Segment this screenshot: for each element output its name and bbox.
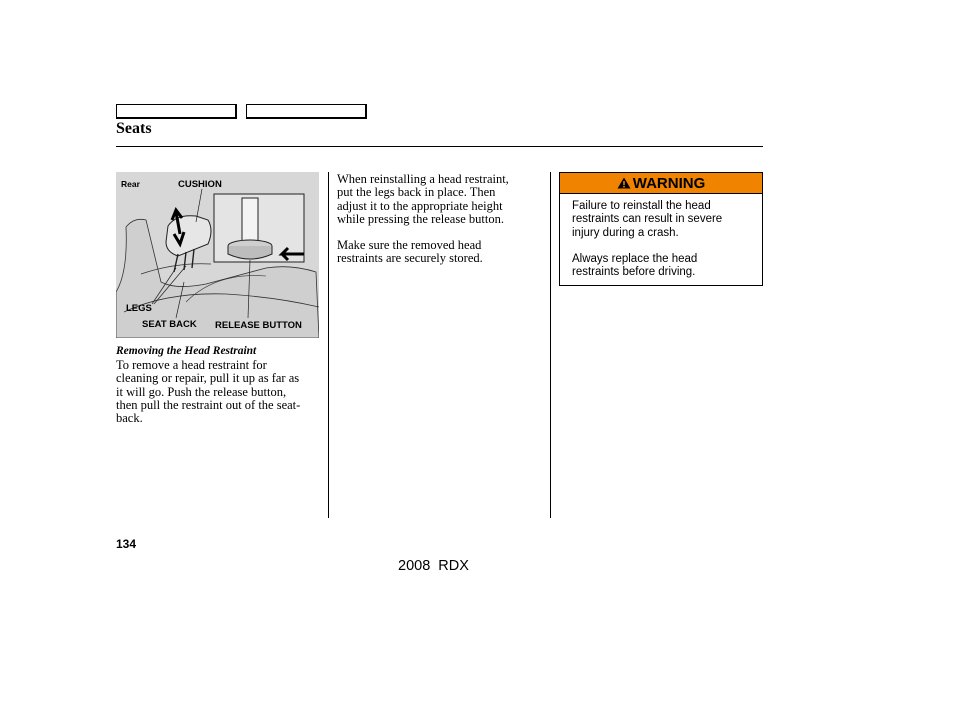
warning-box: [559, 172, 763, 286]
text-line: back.: [116, 411, 143, 426]
title-rule: [116, 146, 763, 147]
text-line: To remove a head restraint for: [116, 358, 267, 372]
head-restraint-illustration: [116, 172, 319, 338]
text-line: Always replace the head: [572, 253, 698, 265]
text-line: while pressing the release button.: [337, 211, 504, 226]
label-cushion: CUSHION: [178, 179, 222, 190]
text-line: cleaning or repair, pull it up as far as: [116, 371, 300, 386]
text-line: then pull the restraint out of the seat-: [116, 397, 301, 412]
warning-para-1: [572, 200, 722, 240]
warning-triangle-icon: [617, 177, 631, 189]
text-line: injury during a crash.: [572, 226, 679, 239]
page-number: 134: [116, 537, 137, 551]
label-seat-back: SEAT BACK: [142, 319, 197, 330]
text-line: Failure to reinstall the head: [572, 200, 711, 212]
left-column-text: [116, 359, 300, 425]
nav-tab-2[interactable]: [246, 104, 367, 119]
warning-para-2: [572, 253, 697, 280]
footer-model: 2008 RDX: [398, 558, 469, 574]
text-line: restraints can result in severe: [572, 213, 723, 226]
section-title: Seats: [116, 120, 152, 137]
nav-tab-1[interactable]: [116, 104, 237, 119]
text-line: put the legs back in place. Then: [337, 185, 496, 200]
warning-header: [560, 173, 762, 194]
label-rear: Rear: [121, 179, 140, 189]
middle-column-para-1: [337, 173, 509, 226]
text-line: When reinstalling a head restraint,: [337, 172, 509, 186]
warning-title: WARNING: [632, 174, 706, 192]
text-line: Make sure the removed head: [337, 238, 482, 252]
text-line: adjust it to the appropriate height: [337, 198, 503, 213]
column-divider-1: [328, 172, 329, 518]
column-divider-2: [550, 172, 551, 518]
text-line: restraints before driving.: [572, 266, 696, 279]
figure-caption: Removing the Head Restraint: [116, 345, 257, 357]
label-release-button: RELEASE BUTTON: [215, 320, 302, 331]
label-legs: LEGS: [126, 303, 152, 314]
middle-column-para-2: [337, 239, 483, 266]
text-line: restraints are securely stored.: [337, 251, 483, 266]
text-line: it will go. Push the release button,: [116, 384, 287, 399]
